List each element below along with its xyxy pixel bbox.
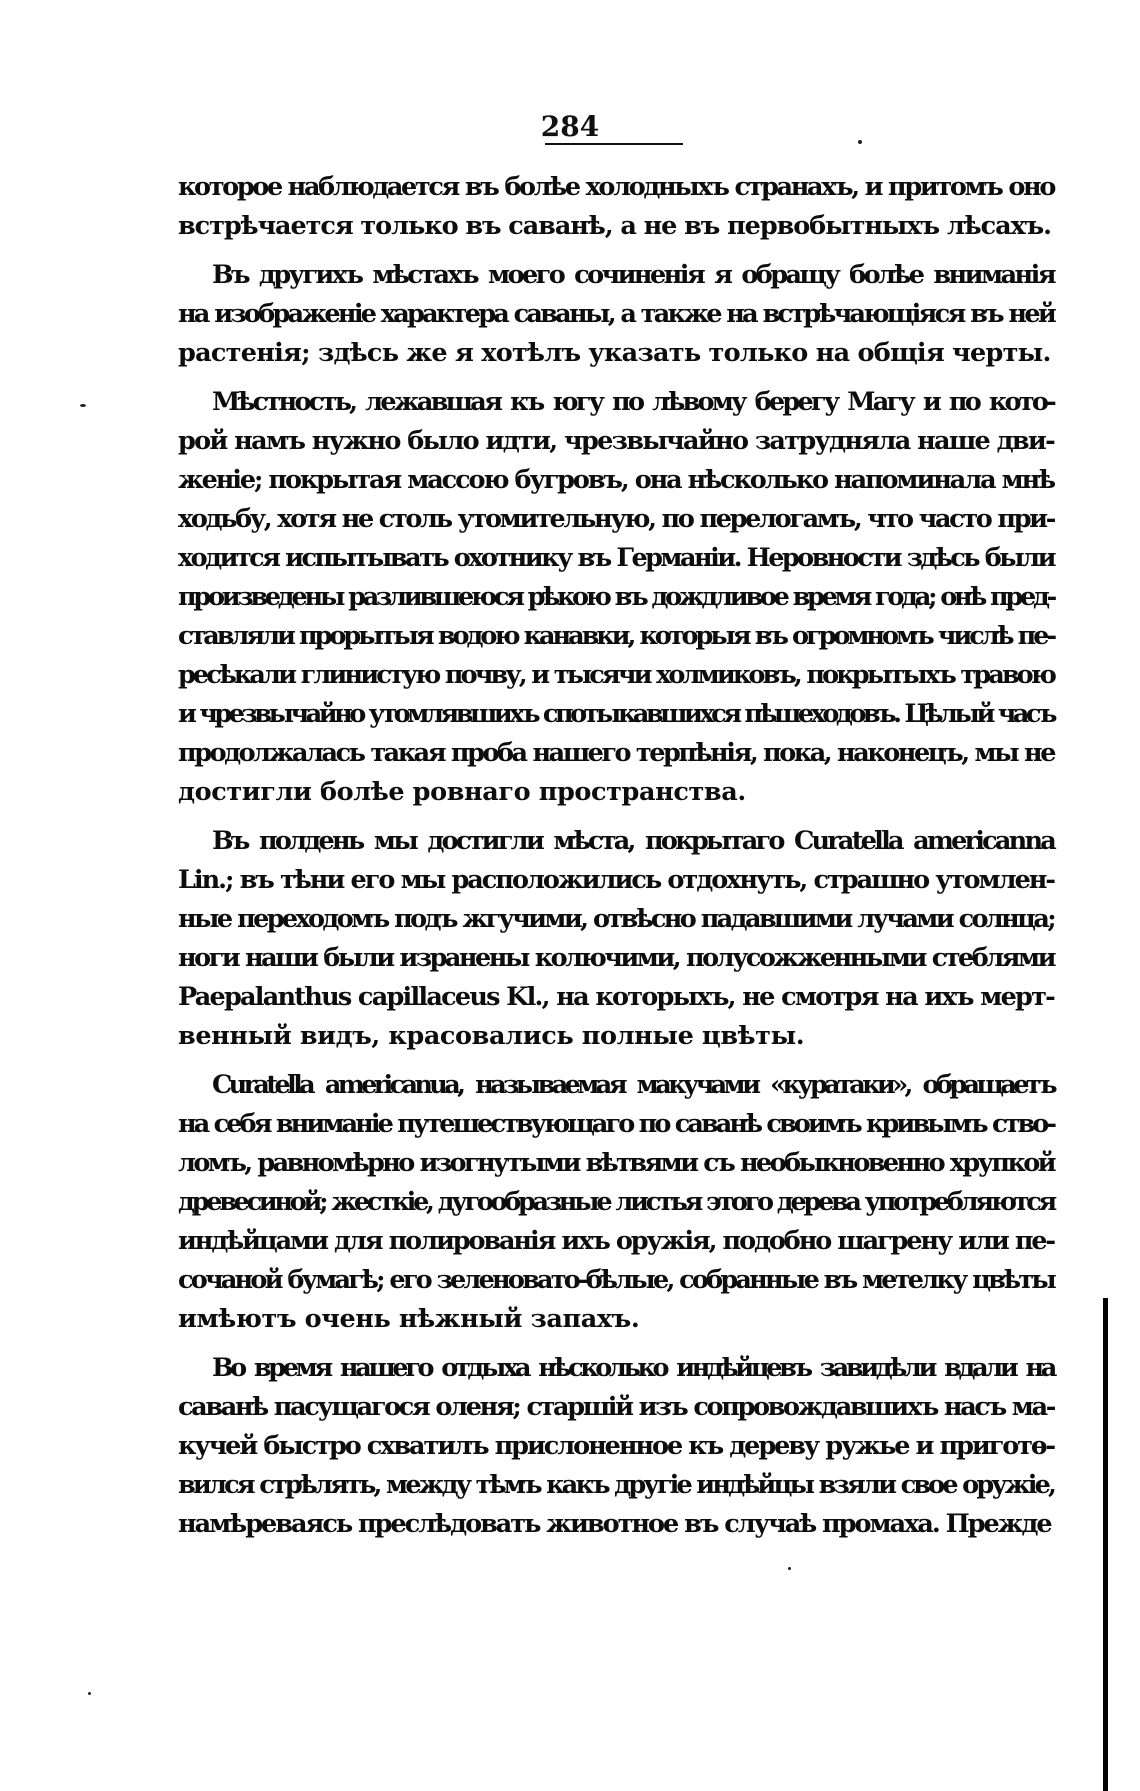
text-line: Paepalanthus capillaceus Kl., на которыхъ, не смотря на ихъ мерт- [178,982,1054,1012]
text-line: растенія; здѣсь же я хотѣлъ указать только на общія черты. [178,338,1051,368]
text-line: встрѣчается только въ саванѣ, а не въ первобытныхъ лѣсахъ. [178,211,1051,241]
text-line: ходьбу, хотя не столь утомительную, по перелогамъ, что часто при- [178,504,1054,534]
paragraph [178,822,1054,1056]
text-line: имѣютъ очень нѣжный запахъ. [178,1304,640,1334]
paragraph [178,1349,1054,1544]
scan-speck [858,140,862,144]
paragraph [178,1066,1054,1339]
scan-speck [88,1692,91,1695]
text-line: Во время нашего отдыха нѣсколько индѣйцевъ завидѣли вдали на [212,1353,1054,1383]
text-line: намѣреваясь преслѣдовать животное въ случаѣ промаха. Прежде [178,1509,1051,1539]
body-text [178,168,1054,1554]
text-line: Въ полдень мы достигли мѣста, покрытаго Curatella americanna [212,826,1054,856]
paragraph [178,168,1054,246]
text-line: ноги наши были изранены колючими, полусожженными стеблями [178,943,1054,973]
text-line: саванѣ пасущагося оленя; старшій изъ сопровождавшихъ насъ ма- [178,1392,1054,1422]
text-line: венный видъ, красовались полные цвѣты. [178,1021,805,1051]
text-line: древесиной; жесткіе, дугообразные листья этого дерева употребляются [178,1187,1054,1217]
text-line: индѣйцами для полированія ихъ оружія, подобно шагрену или пе- [178,1226,1054,1256]
scan-speck [788,1567,791,1570]
text-line: кучей быстро схватилъ прислоненное къ дереву ружье и приготѳ- [178,1431,1054,1461]
text-line: Мѣстность, лежавшая къ югу по лѣвому берегу Магу и по кото- [212,387,1054,417]
text-line: ставляли прорытыя водою канавки, которыя въ огромномъ числѣ пе- [178,621,1054,651]
text-line: женіе; покрытая массою бугровъ, она нѣсколько напоминала мнѣ [178,465,1054,495]
paragraph [178,383,1054,812]
page-number: 284 [540,110,600,143]
header-rule [545,143,683,145]
text-line: на себя вниманіе путешествующаго по саванѣ своимъ кривымъ ство- [178,1109,1054,1139]
text-line: ходится испытывать охотнику въ Германіи. Неровности здѣсь были [178,543,1054,573]
text-line: Lin.; въ тѣни его мы расположились отдохнуть, страшно утомлен- [178,865,1054,895]
paragraph [178,256,1054,373]
text-line: и чрезвычайно утомлявшихъ спотыкавшихся пѣшеходовъ. Цѣлый часъ [178,699,1054,729]
text-line: ресѣкали глинистую почву, и тысячи холмиковъ, покрытыхъ травою [178,660,1054,690]
scan-speck [80,404,86,407]
text-line: сочаной бумагѣ; его зеленовато-бѣлые, собранные въ метелку цвѣты [178,1265,1054,1295]
text-line: которое наблюдается въ болѣе холодныхъ странахъ, и притомъ оно [178,172,1054,202]
text-line: Curatella americanua, называемая макучами «куратаки», обращаетъ [212,1070,1054,1100]
text-line: ломъ, равномѣрно изогнутыми вѣтвями съ необыкновенно хрупкой [178,1148,1054,1178]
text-line: достигли болѣе ровнаго пространства. [178,777,746,807]
scan-edge-bar [1103,1298,1108,1791]
text-line: ные переходомъ подъ жгучими, отвѣсно падавшими лучами солнца; [178,904,1054,934]
text-line: произведены разлившеюся рѣкою въ дождливое время года; онѣ пред- [178,582,1054,612]
text-line: рой намъ нужно было идти, чрезвычайно затрудняла наше дви- [178,426,1054,456]
text-line: Въ другихъ мѣстахъ моего сочиненія я обращу болѣе вниманія [212,260,1054,290]
text-line: на изображеніе характера саваны, а также на встрѣчающіяся въ ней [178,299,1054,329]
text-line: вился стрѣлять, между тѣмъ какъ другіе индѣйцы взяли свое оружіе, [178,1470,1054,1500]
text-line: продолжалась такая проба нашего терпѣнія, пока, наконецъ, мы не [178,738,1054,768]
